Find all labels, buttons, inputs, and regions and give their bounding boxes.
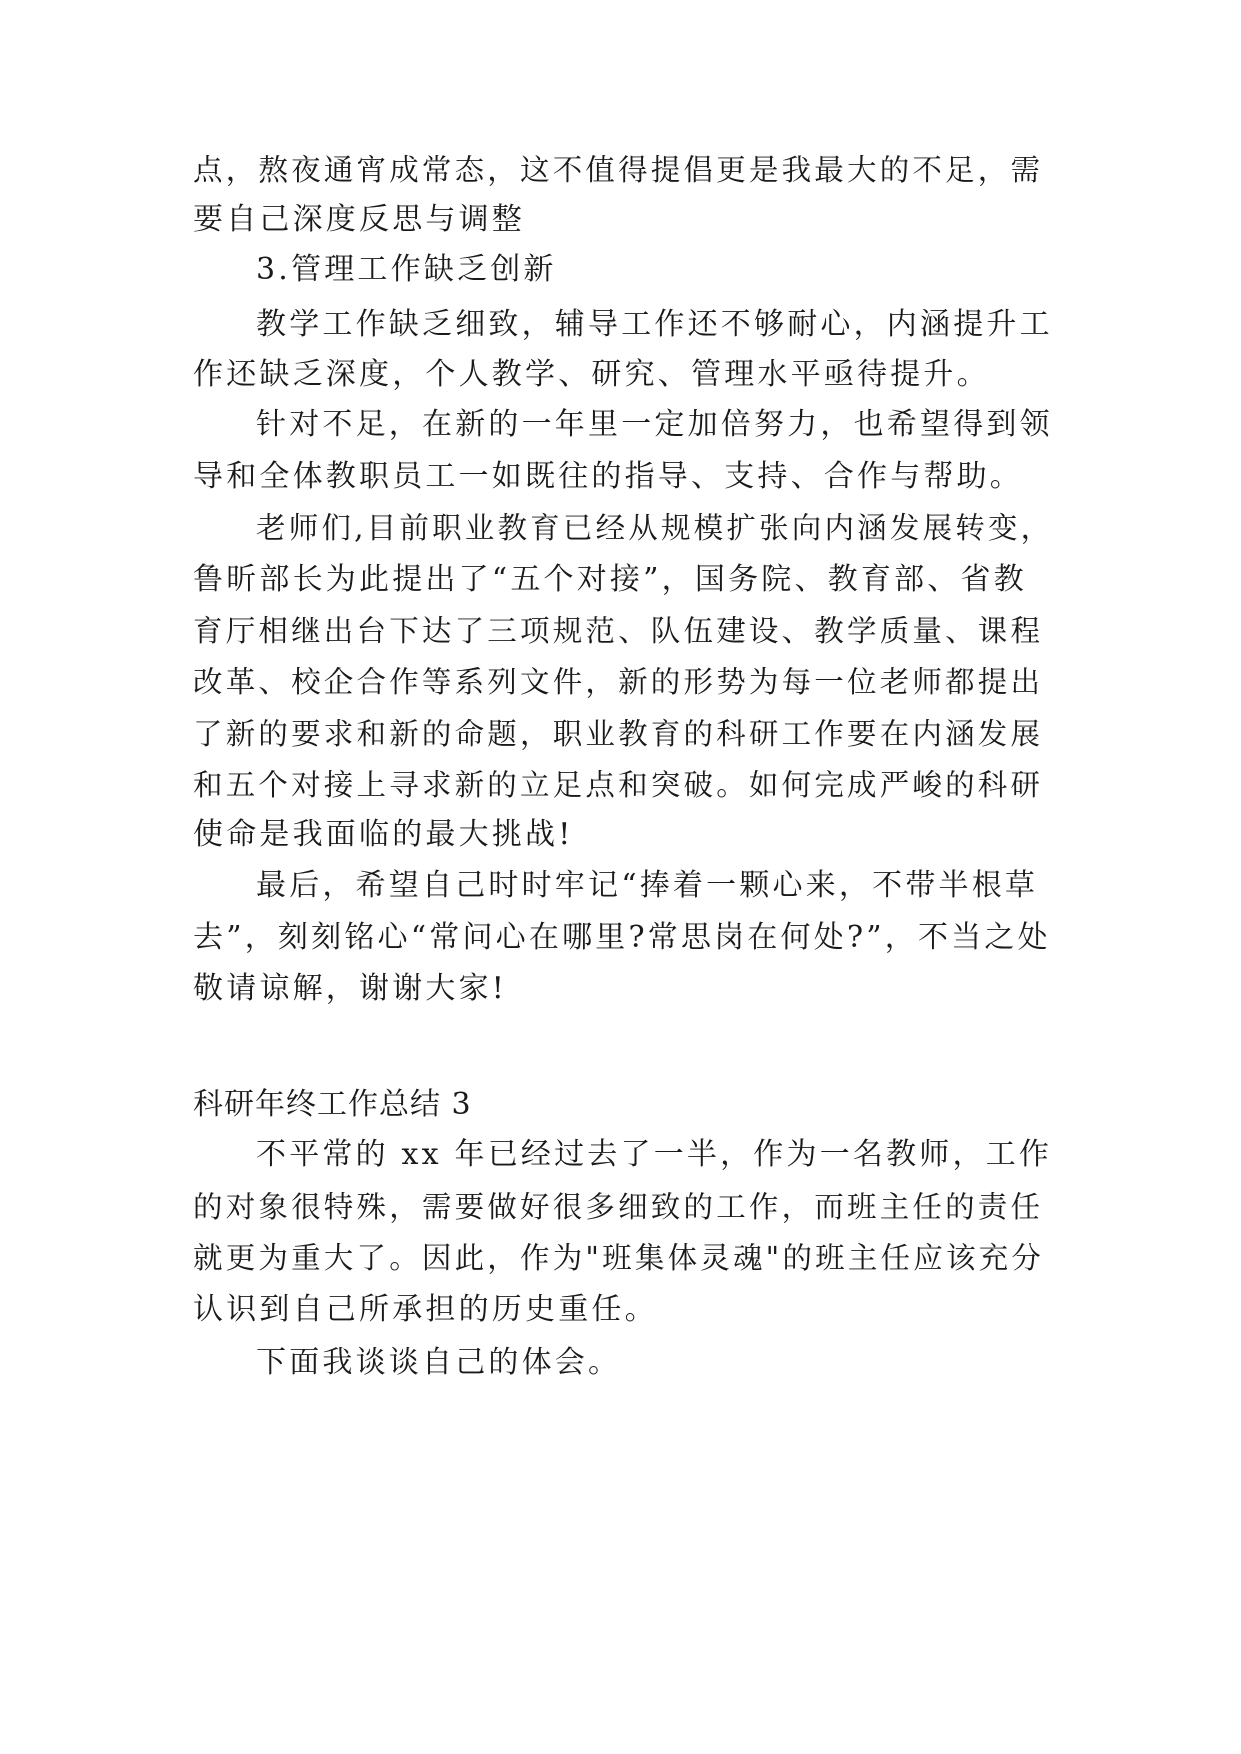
section-title: 科研年终工作总结 3 [193, 1087, 472, 1122]
section-heading: 3.管理工作缺乏创新 [256, 252, 557, 287]
body-text-line: 最后，希望自己时时牢记“捧着一颗心来，不带半根草 [256, 868, 1039, 903]
body-text-line: 敬请谅解，谢谢大家! [193, 971, 508, 1006]
body-text-line: 教学工作缺乏细致，辅导工作还不够耐心，内涵提升工 [256, 307, 1053, 342]
body-text-line: 点，熬夜通宵成常态，这不值得提倡更是我最大的不足，需 [193, 153, 1044, 187]
body-text-line: 就更为重大了。因此，作为"班集体灵魂"的班主任应该充分 [193, 1241, 1045, 1275]
body-text-line: 使命是我面临的最大挑战! [193, 817, 574, 852]
body-text-line: 去”，刻刻铭心“常问心在哪里?常思岗在何处?”，不当之处 [193, 920, 1051, 955]
body-text-line: 下面我谈谈自己的体会。 [256, 1345, 622, 1380]
body-text-line: 导和全体教职员工一如既往的指导、支持、合作与帮助。 [193, 459, 1023, 494]
body-text-line: 认识到自己所承担的历史重任。 [193, 1292, 658, 1327]
body-text-line: 作还缺乏深度，个人教学、研究、管理水平亟待提升。 [193, 357, 990, 392]
body-text-line: 和五个对接上寻求新的立足点和突破。如何完成严峻的科研 [193, 768, 1044, 802]
body-text-line: 鲁昕部长为此提出了“五个对接”，国务院、教育部、省教 [193, 562, 1027, 597]
body-text-line: 了新的要求和新的命题，职业教育的科研工作要在内涵发展 [193, 717, 1044, 751]
body-text-line: 改革、校企合作等系列文件，新的形势为每一位老师都提出 [193, 665, 1044, 699]
body-text-line: 不平常的 xx 年已经过去了一半，作为一名教师，工作 [256, 1137, 1053, 1172]
body-text-line: 育厅相继出台下达了三项规范、队伍建设、教学质量、课程 [193, 614, 1044, 648]
body-text-line: 老师们,目前职业教育已经从规模扩张向内涵发展转变， [256, 511, 1054, 545]
body-text-line: 要自己深度反思与调整 [193, 202, 525, 237]
body-text-line: 的对象很特殊，需要做好很多细致的工作，而班主任的责任 [193, 1190, 1044, 1224]
body-text-line: 针对不足，在新的一年里一定加倍努力，也希望得到领 [256, 407, 1053, 442]
